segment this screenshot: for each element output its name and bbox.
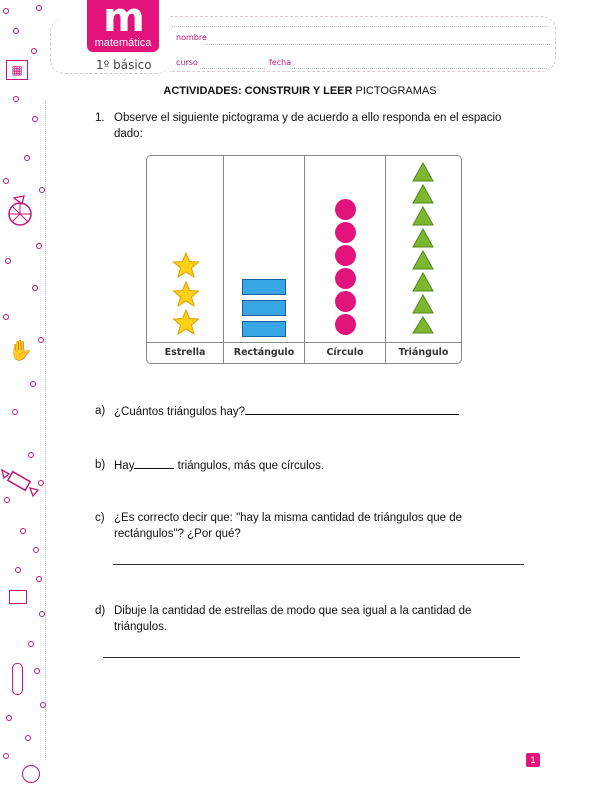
question-d bbox=[95, 603, 555, 637]
dot-decoration bbox=[12, 409, 18, 415]
dot-decoration bbox=[28, 641, 34, 647]
candy-doodle-icon bbox=[0, 466, 42, 500]
dot-decoration bbox=[36, 243, 42, 249]
top-dotted-line bbox=[172, 26, 547, 27]
category-label: Estrella bbox=[147, 342, 223, 363]
category-label: Rectángulo bbox=[224, 342, 304, 363]
dot-decoration bbox=[36, 5, 42, 11]
column-circulo bbox=[305, 156, 386, 363]
dot-decoration bbox=[3, 8, 9, 14]
star-symbols bbox=[172, 252, 200, 336]
circle-symbols bbox=[305, 197, 385, 335]
answer-a-blank[interactable] bbox=[245, 403, 459, 415]
dot-decoration bbox=[33, 547, 39, 553]
dot-decoration bbox=[32, 116, 38, 122]
column-estrella bbox=[147, 156, 224, 363]
margin-line bbox=[45, 100, 46, 760]
question-text bbox=[114, 403, 459, 420]
question-text: Observe el siguiente pictograma y de acuerdo a ello responda en el espacio bbox=[114, 112, 502, 124]
question-text: dado: bbox=[114, 128, 143, 140]
dot-decoration bbox=[38, 337, 44, 343]
dot-decoration bbox=[4, 497, 10, 503]
logo-subject: matemática bbox=[94, 37, 152, 49]
hand-doodle-icon: ✋ bbox=[8, 340, 33, 362]
cube-doodle-icon bbox=[9, 590, 27, 604]
question-c bbox=[95, 510, 555, 544]
dot-decoration bbox=[6, 715, 12, 721]
pizza-doodle-icon bbox=[6, 194, 34, 228]
dot-decoration bbox=[39, 611, 45, 617]
question-letter: a) bbox=[95, 405, 106, 417]
dot-decoration bbox=[25, 735, 31, 741]
dot-decoration bbox=[5, 258, 11, 264]
course-label: curso bbox=[176, 58, 198, 67]
question-a-text: ¿Cuántos triángulos hay? bbox=[114, 406, 246, 418]
category-label: Círculo bbox=[305, 342, 385, 363]
dot-decoration bbox=[13, 28, 19, 34]
question-letter: c) bbox=[95, 512, 105, 524]
paperclip-doodle-icon bbox=[12, 663, 23, 695]
question-text bbox=[114, 457, 324, 474]
question-text: ¿Es correcto decir que: "hay la misma cantidad de triángulos que de bbox=[114, 512, 462, 524]
question-text: rectángulos"? ¿Por qué? bbox=[114, 528, 241, 540]
course-field[interactable] bbox=[200, 68, 265, 69]
rectangle-symbols bbox=[224, 274, 304, 337]
question-letter: d) bbox=[95, 605, 106, 617]
category-label: Triángulo bbox=[386, 342, 461, 363]
question-text: Dibuje la cantidad de estrellas de modo que sea igual a la cantidad de bbox=[114, 605, 472, 617]
question-number: 1. bbox=[95, 112, 105, 124]
question-b-post: triángulos, más que círculos. bbox=[174, 460, 325, 472]
page-title bbox=[0, 85, 600, 97]
question-1 bbox=[95, 110, 555, 144]
grid-doodle-icon: ▦ bbox=[6, 60, 28, 80]
subject-logo bbox=[87, 0, 159, 52]
dot-decoration bbox=[24, 155, 30, 161]
dot-decoration bbox=[39, 187, 45, 193]
dot-decoration bbox=[3, 314, 9, 320]
name-field[interactable] bbox=[205, 44, 550, 45]
logo-letter: m bbox=[103, 0, 143, 41]
answer-c-line[interactable] bbox=[113, 564, 524, 565]
dot-decoration bbox=[3, 753, 9, 759]
question-text: triángulos. bbox=[114, 621, 168, 633]
name-label: nombre bbox=[176, 33, 207, 42]
title-regular: PICTOGRAMAS bbox=[352, 85, 437, 97]
dot-decoration bbox=[20, 528, 26, 534]
dot-decoration bbox=[34, 668, 40, 674]
question-letter: b) bbox=[95, 459, 106, 471]
column-triangulo bbox=[386, 156, 461, 363]
question-a bbox=[95, 403, 555, 419]
dot-decoration bbox=[3, 178, 9, 184]
pictogram-chart bbox=[146, 155, 462, 364]
date-label: fecha bbox=[269, 58, 292, 67]
answer-d-line[interactable] bbox=[103, 657, 520, 658]
dot-decoration bbox=[15, 567, 21, 573]
dot-decoration bbox=[31, 48, 37, 54]
question-b-pre: Hay bbox=[114, 460, 135, 472]
column-rectangulo bbox=[224, 156, 305, 363]
answer-b-blank[interactable] bbox=[134, 457, 174, 469]
dot-decoration bbox=[32, 285, 38, 291]
page-number: 1 bbox=[526, 753, 540, 767]
date-field[interactable] bbox=[292, 68, 547, 69]
dot-decoration bbox=[28, 452, 34, 458]
dot-decoration bbox=[40, 702, 46, 708]
triangle-symbols bbox=[412, 162, 434, 334]
title-bold: ACTIVIDADES: CONSTRUIR Y LEER bbox=[163, 85, 353, 97]
dot-decoration bbox=[36, 576, 42, 582]
grade-label: 1º básico bbox=[96, 58, 152, 72]
question-b bbox=[95, 457, 555, 473]
apple-doodle-icon bbox=[22, 765, 40, 783]
dot-decoration bbox=[30, 381, 36, 387]
